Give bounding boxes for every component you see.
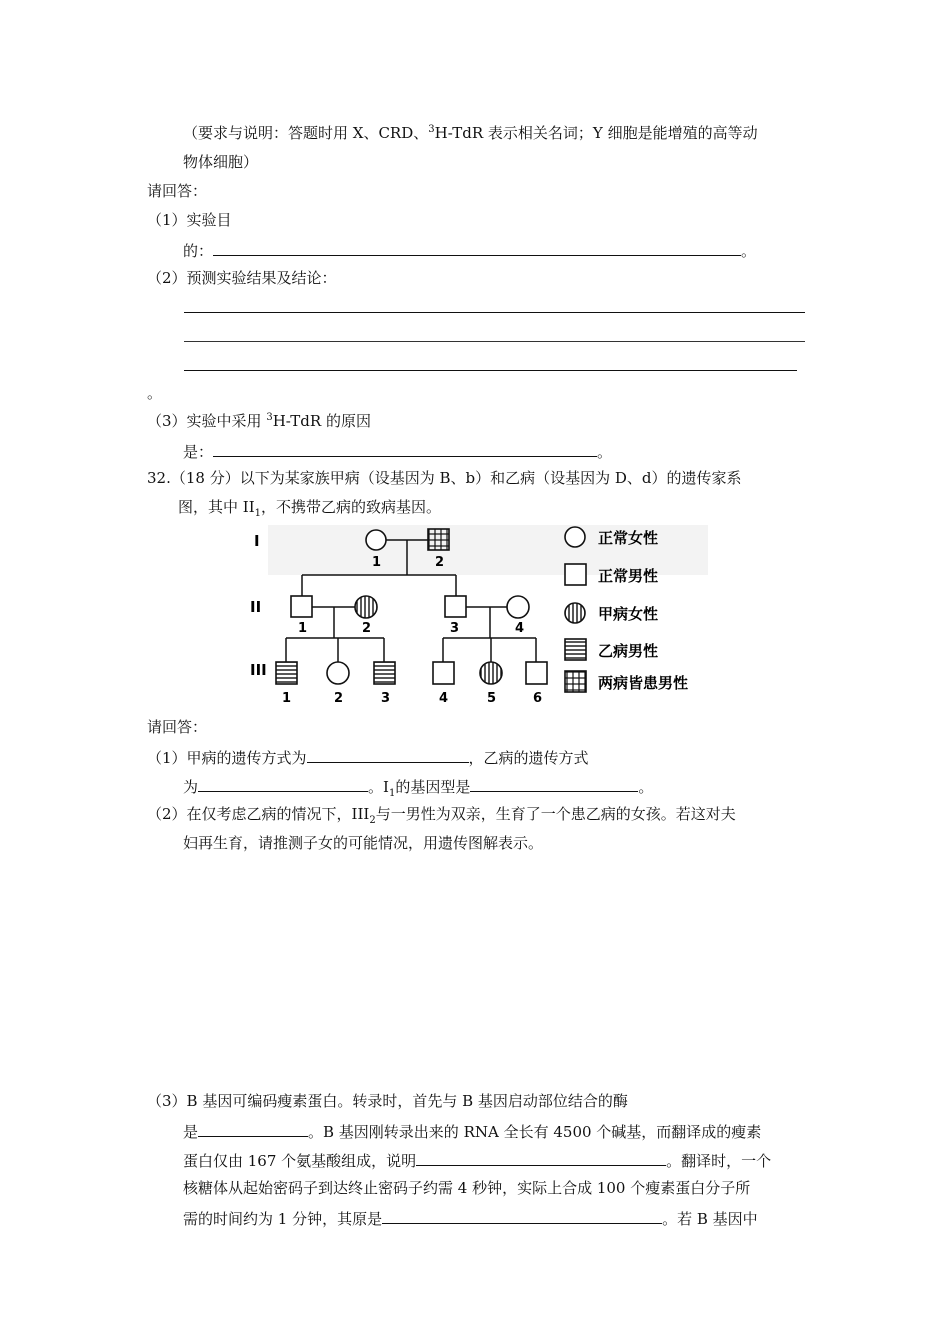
person-II-1-normal-male [291, 596, 312, 617]
q32-p3-line3-b: 。翻译时，一个 [666, 1152, 772, 1170]
intro-note-text-a: （要求与说明：答题时用 X、CRD、 [183, 124, 429, 142]
q31-p3-sup: 3 [266, 412, 273, 423]
num-II-3: 3 [450, 621, 460, 636]
q32-p3-line3-a: 蛋白仅由 167 个氨基酸组成，说明 [183, 1152, 417, 1170]
q31-p1-end: 。 [741, 242, 757, 260]
num-III-6: 6 [533, 691, 543, 706]
legend-normal-female-label: 正常女性 [598, 529, 659, 547]
person-II-3-normal-male [445, 596, 466, 617]
q32-p1-end: 。 [638, 778, 654, 796]
q32-p1-cont-text: 为 [183, 778, 199, 796]
num-I-1: 1 [372, 555, 382, 570]
legend-normal-male-icon [565, 564, 586, 585]
num-II-1: 1 [298, 621, 308, 636]
q32-p3-line2 [183, 1120, 761, 1142]
q31-p2-answer-line-2[interactable] [184, 341, 805, 342]
q32-please-answer: 请回答： [147, 718, 208, 736]
q31-p3-answer-blank[interactable] [213, 440, 597, 457]
q31-p1-cont-text: 的： [183, 242, 214, 260]
q31-p3-cont-text: 是： [183, 443, 214, 461]
q32-p3-line5-a: 需的时间约为 1 分钟，其原是 [183, 1210, 383, 1228]
person-III-6-normal-male [526, 662, 547, 684]
person-III-5-disease-a-female [480, 662, 502, 684]
q32-p3-blank-a[interactable] [198, 1120, 308, 1137]
legend-both-male-icon [565, 671, 586, 692]
q32-p3-line5 [183, 1207, 758, 1229]
num-II-4: 4 [515, 621, 525, 636]
q32-p1-cont-sub: 1 [388, 788, 396, 799]
legend-disease-a-female-icon [565, 603, 585, 623]
person-II-2-disease-a-female [355, 596, 377, 618]
q31-p2-answer-line-1[interactable] [184, 312, 805, 313]
legend-both-male-label: 两病皆患男性 [598, 674, 689, 692]
legend-disease-b-male-label: 乙病男性 [598, 642, 659, 660]
q32-header-line2 [178, 497, 441, 517]
q32-p3-blank-b[interactable] [416, 1149, 666, 1166]
q31-p1-answer-blank[interactable] [213, 239, 741, 256]
person-III-4-normal-male [433, 662, 454, 684]
q31-p1-label: （1）实验目 [147, 211, 232, 229]
gen-label-1: I [254, 532, 260, 550]
q32-p1-text-b: ，乙病的遗传方式 [468, 749, 589, 767]
q31-p3-label-a: （3）实验中采用 [147, 412, 267, 430]
q31-p2-answer-line-3[interactable] [184, 370, 797, 371]
intro-note-sup: 3 [428, 124, 435, 135]
legend-disease-b-male-icon [565, 639, 586, 660]
legend-normal-female-icon [565, 527, 585, 547]
q32-p3-line1: （3）B 基因可编码瘦素蛋白。转录时，首先与 B 基因启动部位结合的酶 [147, 1092, 628, 1110]
legend-normal-male-label: 正常男性 [598, 567, 659, 585]
q31-p2-end: 。 [147, 384, 163, 402]
q32-p3-line3 [183, 1149, 771, 1171]
person-III-3-disease-b-male [374, 662, 395, 684]
q32-p3-line4: 核糖体从起始密码子到达终止密码子约需 4 秒钟，实际上合成 100 个瘦素蛋白分子所 [183, 1179, 751, 1197]
q31-p3-label-b: H-TdR 的原因 [272, 412, 371, 430]
num-III-3: 3 [381, 691, 391, 706]
q31-p2-label: （2）预测实验结果及结论： [147, 269, 337, 287]
gen-label-2: II [250, 598, 262, 616]
intro-note-line1 [183, 123, 758, 143]
q32-p1-cont-mid-b: 的基因型是 [395, 778, 471, 796]
num-III-5: 5 [487, 691, 497, 706]
num-I-2: 2 [435, 555, 445, 570]
q32-header-text-b: ，不携带乙病的致病基因。 [261, 498, 442, 516]
intro-note-line2: 物体细胞） [183, 153, 259, 171]
gen-label-3: III [250, 661, 267, 679]
q31-p1-cont [183, 239, 756, 261]
q32-header-text-a: 图，其中 II [178, 498, 255, 516]
q32-p2-line2: 妇再生育，请推测子女的可能情况，用遗传图解表示。 [183, 834, 544, 852]
person-I-2-both-male [428, 529, 449, 550]
q32-p1-text-a: （1）甲病的遗传方式为 [147, 749, 307, 767]
q32-p2-line1 [147, 804, 736, 824]
q32-p2-text-b: 与一男性为双亲，生育了一个患乙病的女孩。若这对夫 [375, 805, 736, 823]
num-III-4: 4 [439, 691, 449, 706]
num-III-2: 2 [334, 691, 344, 706]
q31-p3-cont [183, 440, 612, 462]
intro-please-answer: 请回答： [147, 182, 208, 200]
q31-p3-label [147, 411, 371, 431]
q32-header-sub: 1 [254, 508, 261, 519]
q32-p1-blank-c[interactable] [470, 775, 638, 792]
q32-p3-line2-a: 是 [183, 1123, 199, 1141]
intro-note-text-b: H-TdR 表示相关名词；Y 细胞是能增殖的高等动 [434, 124, 758, 142]
q32-p3-blank-c[interactable] [382, 1207, 662, 1224]
person-II-4-normal-female [507, 596, 529, 618]
q32-p1-blank-a[interactable] [307, 746, 469, 763]
num-II-2: 2 [362, 621, 372, 636]
q32-p1-line2 [183, 775, 653, 797]
q32-p3-line2-b: 。B 基因刚转录出来的 RNA 全长有 4500 个碱基，而翻译成的瘦素 [308, 1123, 762, 1141]
q32-header-line1: 32.（18 分）以下为某家族甲病（设基因为 B、b）和乙病（设基因为 D、d）的遗传家系 [147, 469, 742, 487]
q32-p3-line5-b: 。若 B 基因中 [662, 1210, 758, 1228]
q32-p1-blank-b[interactable] [198, 775, 368, 792]
person-III-2-normal-female [327, 662, 349, 684]
num-III-1: 1 [282, 691, 292, 706]
pedigree-chart [248, 521, 710, 709]
q32-p1-cont-mid-a: 。I [368, 778, 389, 796]
q32-p2-sub: 2 [369, 815, 376, 826]
person-III-1-disease-b-male [276, 662, 297, 684]
legend-disease-a-female-label: 甲病女性 [598, 605, 659, 623]
q32-p1-line1 [147, 746, 589, 768]
q32-p2-text-a: （2）在仅考虑乙病的情况下，III [147, 805, 370, 823]
q31-p3-end: 。 [597, 443, 613, 461]
person-I-1-normal-female [366, 530, 386, 550]
